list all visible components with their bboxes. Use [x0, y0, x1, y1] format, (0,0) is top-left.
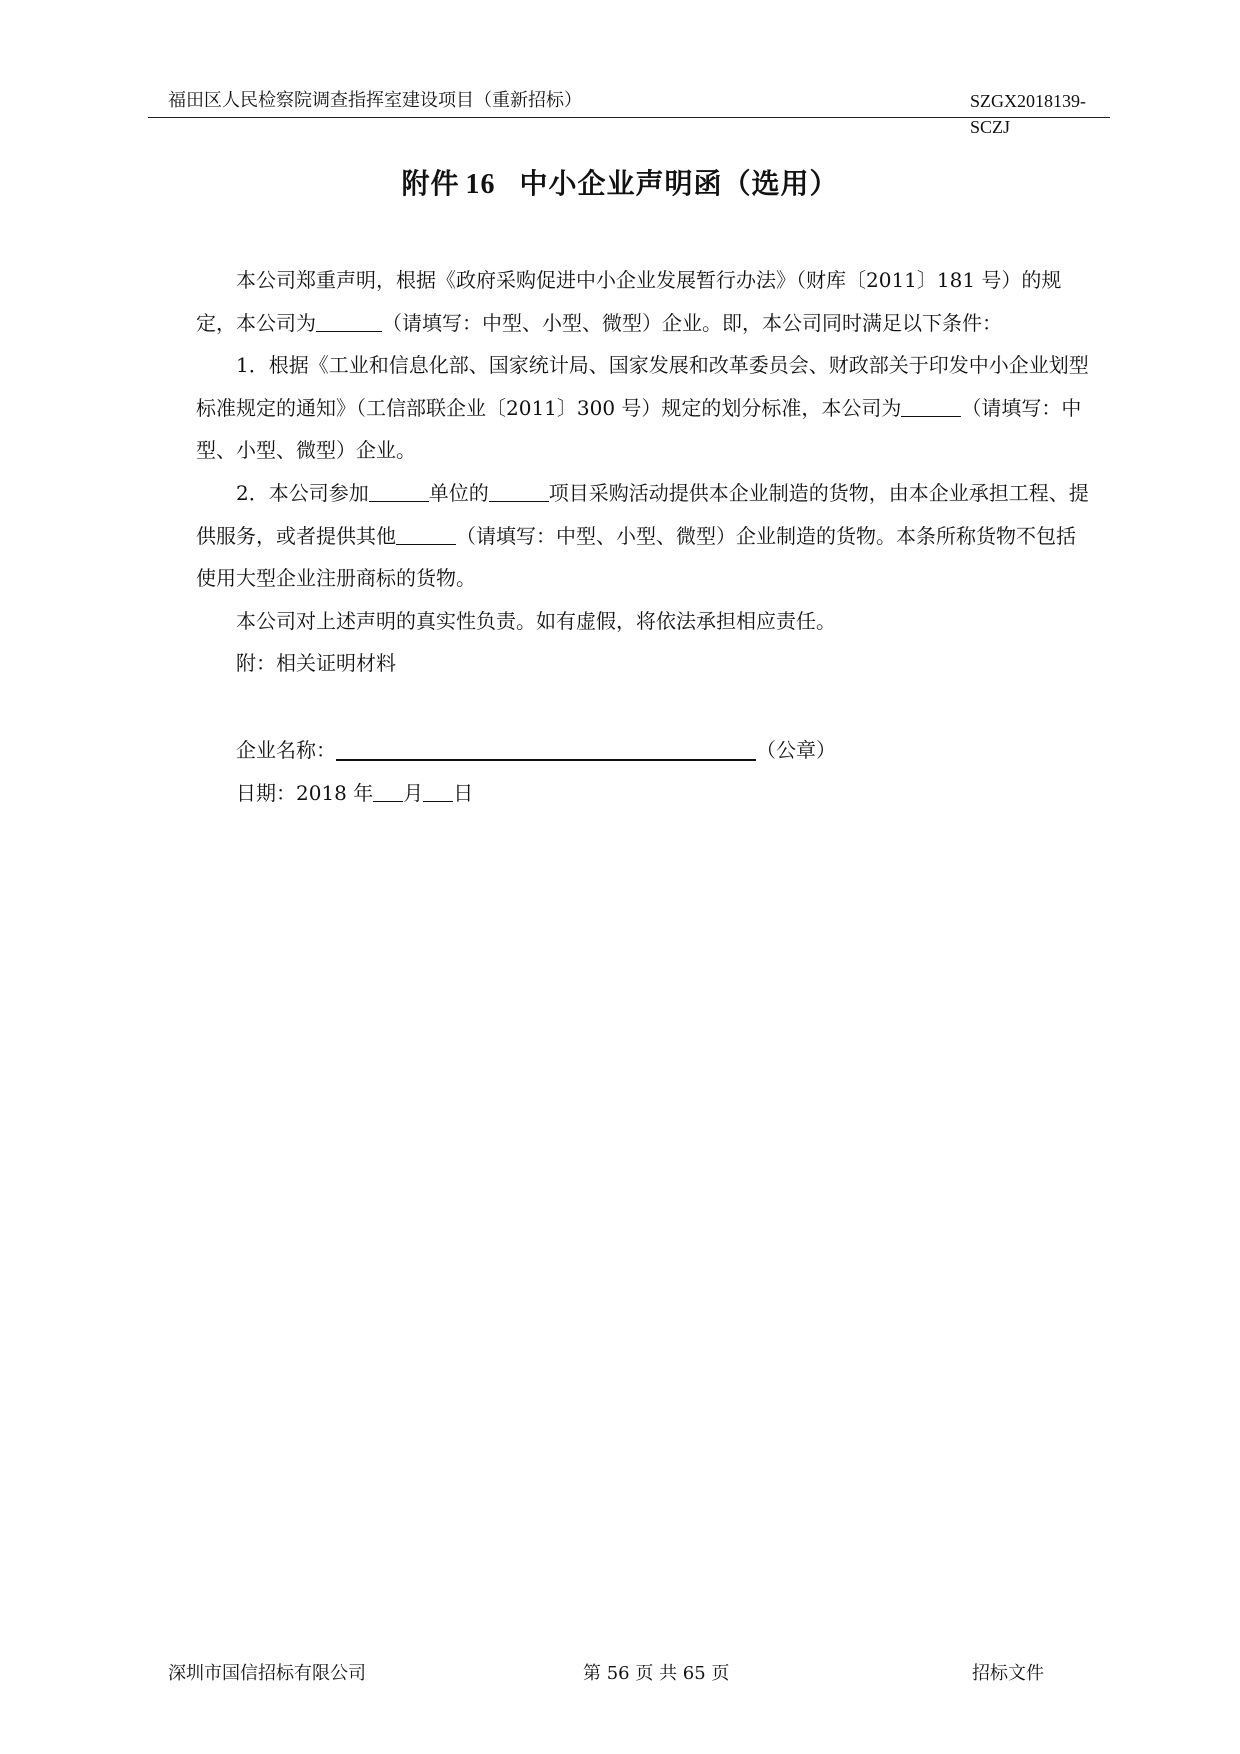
paragraph-condition-2: [196, 472, 1092, 600]
page-title: [0, 164, 1240, 205]
paragraph-3-text-c: 项目采购活动提供本企业制造的货物，由本企业承担工程、提供服务，或者提供其他: [196, 480, 1089, 548]
unit-blank: [369, 479, 429, 502]
company-seal-label: （公章）: [756, 738, 836, 762]
month-blank: [373, 779, 403, 802]
paragraph-3-text-a: 2．本公司参加: [236, 480, 369, 505]
title-number: 16: [465, 169, 496, 200]
title-text: 中小企业声明函（选用）: [519, 167, 839, 200]
paragraph-declaration: [196, 259, 1092, 344]
company-name-field: [336, 735, 756, 761]
day-label: 日: [453, 781, 474, 805]
paragraph-2-text-a: 1．根据《工业和信息化部、国家统计局、国家发展和改革委员会、财政部关于印发中小企业划型标准规定的通知》（工信部联企业〔2011〕300 号）规定的划分标准，本公司为: [196, 353, 1089, 420]
project-blank: [489, 479, 549, 502]
enterprise-type-blank-3: [396, 522, 456, 545]
footer-document-type: 招标文件: [972, 1663, 1044, 1684]
month-label: 月: [403, 781, 424, 805]
paragraph-responsibility: 本公司对上述声明的真实性负责。如有虚假，将依法承担相应责任。: [236, 608, 836, 633]
paragraph-3-text-d: （请填写：中型、小型、微型）企业制造的货物。本条所称货物不包括使用大型企业注册商标的货物。: [196, 523, 1076, 591]
enterprise-type-blank-1: [316, 309, 382, 332]
paragraph-3-text-b: 单位的: [428, 480, 489, 505]
day-blank: [423, 779, 453, 802]
paragraph-condition-1: [196, 344, 1092, 472]
paragraph-attachment: 附：相关证明材料: [236, 651, 396, 676]
footer-company: 深圳市国信招标有限公司: [168, 1663, 366, 1684]
date-line: [236, 778, 473, 808]
header-project-name: 福田区人民检察院调查指挥室建设项目（重新招标）: [168, 90, 582, 111]
paragraph-1-text-b: （请填写：中型、小型、微型）企业。即，本公司同时满足以下条件：: [382, 310, 1002, 335]
title-prefix: 附件: [401, 167, 460, 200]
header-project-code: SZGX2018139-SCZJ: [970, 91, 1086, 137]
header-divider: [148, 117, 1110, 118]
paragraph-1-text-a: 本公司郑重声明，根据《政府采购促进中小企业发展暂行办法》（财库〔2011〕181 号）的规定，本公司为: [196, 268, 1062, 335]
page-header: [148, 88, 1110, 137]
date-label: 日期：2018 年: [236, 781, 374, 805]
company-name-line: [236, 735, 836, 765]
company-name-label: 企业名称：: [236, 738, 336, 762]
enterprise-type-blank-2: [901, 394, 961, 417]
declaration-body: [196, 259, 1092, 685]
paragraph-2-text-b: （请填写：中型、小型、微型）企业。: [196, 395, 1082, 463]
footer-page-number: 第 56 页 共 65 页: [583, 1663, 730, 1684]
